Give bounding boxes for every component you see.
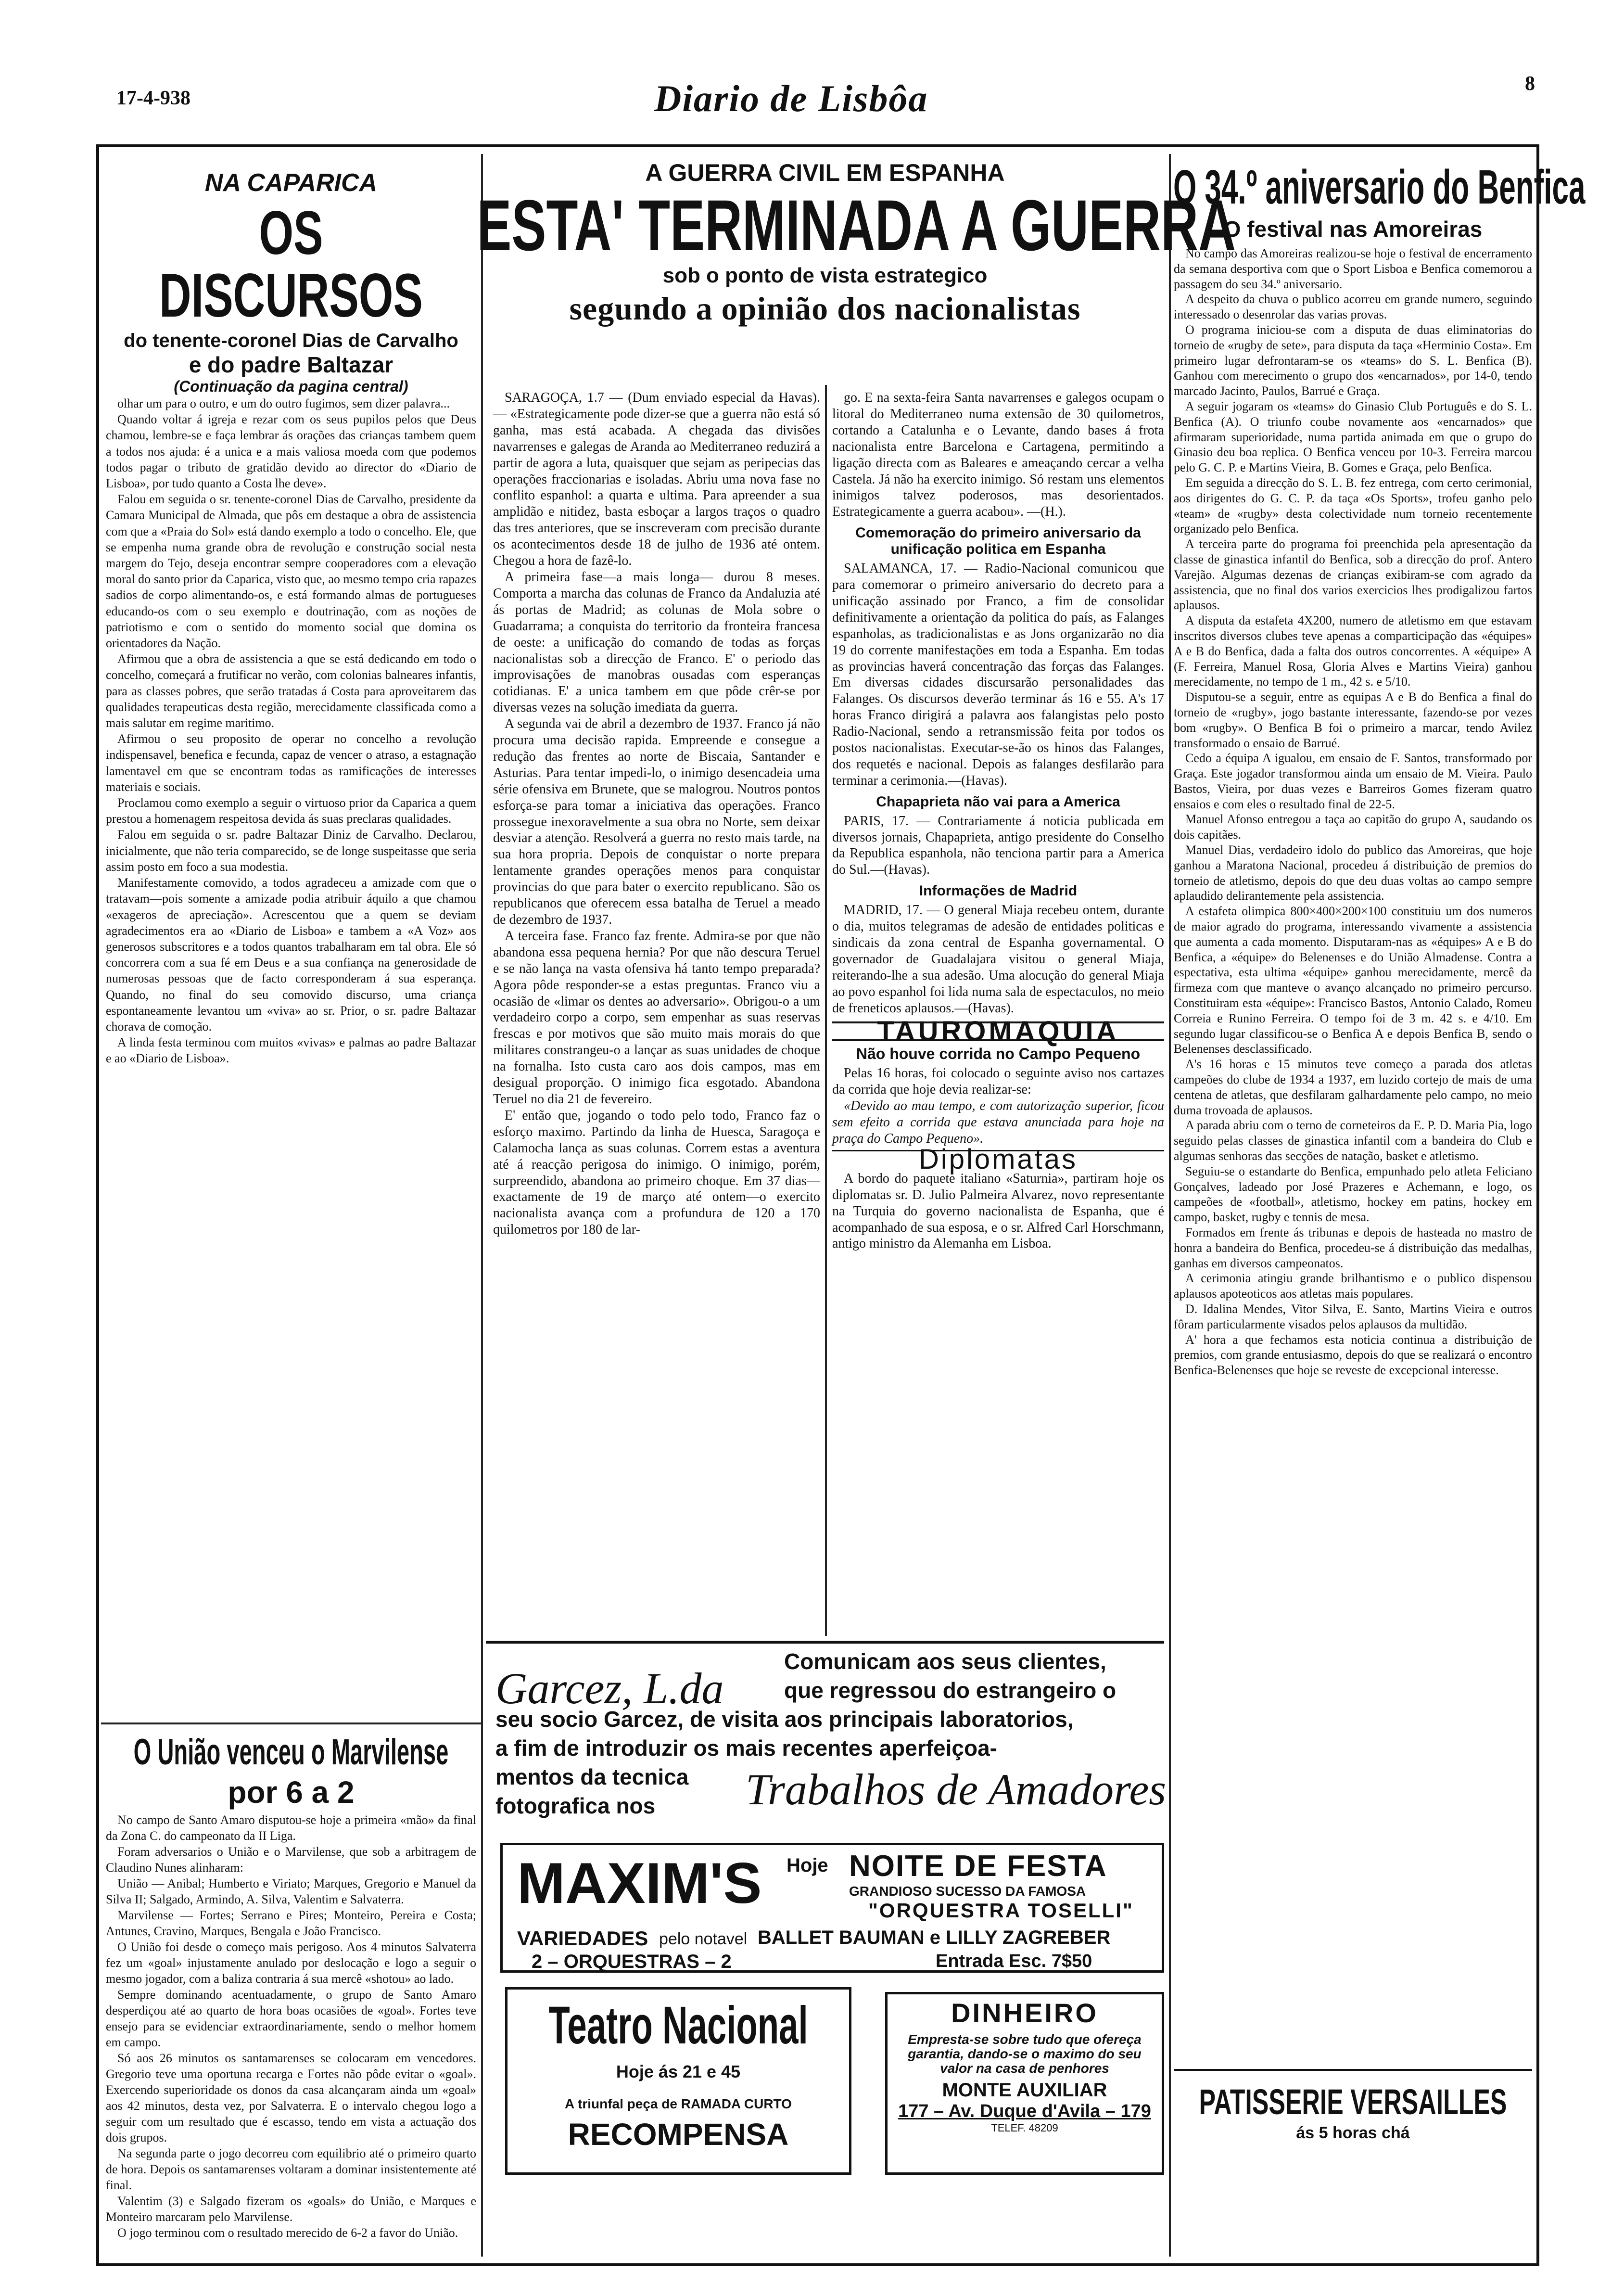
benfica-article <box>1173 160 1586 1378</box>
paragraph: A cerimonia atingiu grande brilhantismo e o publico dispensou aplausos apoteoticos aos atletas mais populares. <box>1174 1271 1532 1301</box>
paragraph: Manifestamente comovido, a todos agradeceu a amizade com que o tratavam—pois somente a amizade podia atribuir áquilo a que chamou «exageros de apreciação». Acrescentou que a quem se deviam agradecimentos era ao «Diario de Lisboa» e tambem a «A Voz» aos generosos subscritores e a todos quantos trabalharam em tal obra. Ele só concorrera com a sua fé em Deus e a sua confiança na generosidade de numerosas pessoas que de facto corresponderam á sua esperança. Quando, no final do seu comovido discurso, uma criança espontaneamente levantou um «viva» ao sr. Prior, o sr. padre Baltazar chorava de comoção. <box>106 876 476 1034</box>
garcez-script: Trabalhos de Amadores <box>746 1765 1167 1814</box>
dinheiro-phone: TELEF. 48209 <box>991 2122 1058 2134</box>
paragraph: O União foi desde o começo mais perigoso. Aos 4 minutos Salvaterra fez um «goal» injustamente anulado por deslocação e logo a seguir o mesmo jogador, com a baliza contraria á sua mercê «shotou» ao lado. <box>106 1940 476 1986</box>
chapaprieta-text: PARIS, 17. — Contrariamente á noticia publicada em diversos jornais, Chapaprieta, antigo presidente do Conselho da Republica espanhola, não tenciona partir para a America do Sul.—(Havas). <box>832 813 1164 878</box>
paragraph: Afirmou que a obra de assistencia a que se está dedicando em todo o concelho, começará a frutificar no verão, com colonias balneares infantis, para as classes pobres, que serão tratadas á Costa para aproveitarem das qualidades terapeuticas desta região, merecidamente classificada como a mais salutar em regime maritimo. <box>106 652 476 730</box>
maxims-name: MAXIM'S <box>517 1851 762 1915</box>
paragraph: Proclamou como exemplo a seguir o virtuoso prior da Caparica a quem prestou a homenagem respeitosa devida ás suas preclaras qualidades. <box>106 796 476 826</box>
uniao-body <box>106 1812 476 2241</box>
garcez-line-1: Comunicam aos seus clientes, <box>784 1649 1106 1674</box>
paragraph: Só aos 26 minutos os santamarenses se colocaram em vencedores. Gregorio teve uma oportuna recarga e Fortes não pôde evitar o «goal». Exercendo superioridade os donos da casa alcançaram ainda um «goal» aos 42 minutos, desta vez, por Salvaterra. E o intervalo chegou logo a seguir com um resultado que é escasso, tendo em vista a actuação dos dois grupos. <box>106 2051 476 2144</box>
paragraph: O programa iniciou-se com a disputa de duas eliminatorias do torneio de «rugby de sete», para disputa da taça «Herminio Costa». Em primeiro lugar defrontaram-se os «teams» do S. L. Benfica (B). Ganhou com merecimento o grupo dos «encarnados», por 14-0, tendo marcado Jacinto, Paulos, Barrué e Graça. <box>1174 322 1532 398</box>
paragraph: SARAGOÇA, 1.7 — (Dum enviado especial da Havas). — «Estrategicamente pode dizer-se que a guerra não está só ganha, mas está acabada. A chegada das divisões navarrenses e galegas de Aranda ao Mediterraneo reduzirá a partir de agora a luta, quaisquer que sejam as peripecias das operações fraccionarias e isoladas. Abriu uma nova fase no conflito espanhol: a quarta e ultima. Para apreender a sua amplidão e nitidez, basta esboçar a largos traços o quadro das tres anteriores, que se inscreveram com precisão durante os acontecimentos desde 18 de julho de 1936 até ontem. Chegou a hora de fazê-lo. <box>493 390 820 569</box>
garcez-brand: Garcez, L.da <box>495 1664 724 1713</box>
paragraph: O jogo terminou com o resultado merecido de 6-2 a favor do União. <box>117 2226 458 2240</box>
comemoracao-title: Comemoração do primeiro aniversario da unificação politica em Espanha <box>855 525 1141 558</box>
paragraph: A' hora a que fechamos esta noticia continua a distribuição de premios, com grande entusiasmo, depois do que se realizará o encontro Benfica-Belenenses que hoje se reveste de excepcional interesse. <box>1174 1332 1532 1378</box>
paragraph: A linda festa terminou com muitos «vivas» e palmas ao padre Baltazar e ao «Diario de Lisboa». <box>106 1035 476 1066</box>
caparica-headline: OS DISCURSOS <box>159 199 423 330</box>
guerra-subhead-2: segundo a opinião dos nacionalistas <box>569 290 1081 327</box>
dinheiro-address: 177 – Av. Duque d'Avila – 179 <box>898 2101 1151 2121</box>
chapaprieta-title: Chapaprieta não vai para a America <box>876 793 1120 810</box>
maxims-entrada: Entrada Esc. 7$50 <box>936 1951 1092 1971</box>
caparica-article <box>106 168 476 1067</box>
guerra-body-left <box>493 390 820 1238</box>
column-rule <box>481 154 483 2257</box>
paragraph: Falou em seguida o sr. padre Baltazar Diniz de Carvalho. Declarou, inicialmente, que não teria comparecido, se de longe suspeitasse que seria assim posto em foco a sua modestia. <box>106 828 476 874</box>
dinheiro-title: DINHEIRO <box>951 1998 1098 2028</box>
paragraph: Na segunda parte o jogo decorreu com equilibrio até o primeiro quarto de hora. Depois os santamarenses voltaram a dominar insistentemente até final. <box>106 2146 476 2192</box>
uniao-score: por 6 a 2 <box>228 1775 355 1810</box>
caparica-kicker: NA CAPARICA <box>204 169 378 197</box>
teatro-play: RECOMPENSA <box>568 2117 789 2152</box>
guerra-subhead-1: sob o ponto de vista estrategico <box>662 264 988 287</box>
paragraph: União — Anibal; Humberto e Viriato; Marques, Gregorio e Manuel da Silva II; Salgado, Armindo, A. Silva, Valentim e Salvaterra. <box>106 1876 476 1906</box>
diplomatas-title: Diplomatas <box>832 1150 1164 1168</box>
paragraph: Formados em frente ás tribunas e depois de hasteada no mastro de honra a bandeira do Benfica, procedeu-se á distribuição das medalhas, ganhas em diversos campeonatos. <box>1174 1225 1532 1270</box>
caparica-continuation: (Continuação da pagina central) <box>174 378 408 395</box>
paragraph: Disputou-se a seguir, entre as equipas A e B do Benfica a final do torneio de «rugby», jogo bastante interessante, fazendo-se por vezes bom «rugby». O Benfica B foi o primeiro a marcar, tendo Avilez transformado o ensaio de Barrué. <box>1174 690 1532 750</box>
tauromaquia-title: TAUROMAQUIA <box>877 1015 1119 1047</box>
paragraph: olhar um para o outro, e um do outro fugimos, sem dizer palavra... <box>117 396 450 410</box>
patisserie-name: PATISSERIE VERSAILLES <box>1199 2082 1507 2122</box>
paragraph: Foram adversarios o União e o Marvilense, que sob a arbitragem de Claudino Nunes alinharam: <box>106 1845 476 1875</box>
paragraph: A primeira fase—a mais longa— durou 8 meses. Comporta a marcha das colunas de Franco da Andaluzia até ás portas de Madrid; as colunas de Mola sobre o Guadarrama; a conquista do territorio da fronteira francesa de oeste: a unificação do comando de todas as forças nacionalistas sob a direcção de Franco. E' o periodo das improvisações de manobras ousadas com esperanças cotidianas. E' a unica tambem em que pôde crêr-se por diversas vezes na solução imediata da guerra. <box>493 569 820 715</box>
guerra-headline: ESTA' TERMINADA A GUERRA <box>477 185 1236 266</box>
benfica-subhead: O festival nas Amoreiras <box>1223 217 1483 242</box>
teatro-ad <box>505 1987 851 2175</box>
maxims-orquestras: 2 – ORQUESTRAS – 2 <box>532 1951 732 1972</box>
paragraph: A parada abriu com o terno de corneteiros da E. P. D. Maria Pia, logo seguido pelas classes de ginastica infantil com a bandeira do Club e algumas senhoras das secções de natação, basket e atletismo. <box>1174 1118 1532 1163</box>
teatro-time: Hoje ás 21 e 45 <box>616 2062 741 2081</box>
paragraph: Em seguida a direcção do S. L. B. fez entrega, com certo cerimonial, aos dirigentes do G. C. P. da taça «Os Sports», trofeu ganho pelo «team» de «rugby» desta colectividade num torneio recentemente organizado pelo Benfica. <box>1174 475 1532 536</box>
paragraph: A terceira fase. Franco faz frente. Admira-se por que não abandona essa pequena hernia? Por que não descura Teruel e se não lança na vasta ofensiva há tanto tempo preparada? Agora pôde responder-se a estas preguntas. Franco viu a ocasião de «limar os dentes ao adversario». Obrigou-o a um verdadeiro corpo a corpo, sem empenhar as suas reservas frescas e por motivos que são muito mais morais do que militares constrangeu-o a lançar as suas unidades de choque na fornalha. Isto custa caro aos dois campos, mas em desigual proporção. O inimigo fica esgotado. Abandona Teruel no dia 21 de fevereiro. <box>493 928 820 1107</box>
maxims-success: GRANDIOSO SUCESSO DA FAMOSA <box>849 1884 1086 1899</box>
maxims-ad <box>500 1843 1164 1973</box>
patisserie-ad <box>1174 2069 1532 2143</box>
dinheiro-text: Empresta-se sobre tudo que ofereça garantia, dando-se o maximo do seu valor na casa de penhores <box>908 2032 1142 2076</box>
paragraph: Sempre dominando acentuadamente, o grupo de Santo Amaro desperdiçou até ao quarto de hora boas ocasiões de «goal». Fortes teve ensejo para se evidenciar extraordinariamente, sendo o melhor homem em campo. <box>106 1988 476 2049</box>
dinheiro-firm: MONTE AUXILIAR <box>942 2080 1107 2101</box>
madrid-title: Informações de Madrid <box>919 883 1078 899</box>
garcez-line-5: mentos da tecnica <box>495 1764 689 1789</box>
paragraph: E' então que, jogando o todo pelo todo, Franco faz o esforço maximo. Partindo da linha de Huesca, Saragoça e Calamocha lança as suas colunas. Correm estas a aventura até á reacção perigosa do inimigo. O inimigo, porém, surpreendido, abandona ao primeiro choque. Em 37 dias—exactamente de 19 de março até ontem—o exercito nacionalista avança com a profundura de 120 a 170 quilometros por 180 de lar- <box>493 1108 820 1238</box>
caparica-subhead-1: do tenente-coronel Dias de Carvalho <box>124 330 458 351</box>
benfica-body <box>1174 246 1532 1378</box>
paragraph: Manuel Dias, verdadeiro idolo do publico das Amoreiras, que hoje ganhou a Maratona Nacional, procedeu á distribuição de premios do torneio de atletismo, depois do que deu duas voltas ao campo sempre aplaudido delirantemente pela assistencia. <box>1174 843 1532 903</box>
paragraph: Marvilense — Fortes; Serrano e Pires; Monteiro, Pereira e Costa; Antunes, Cravino, Marques, Bengala e João Francisco. <box>106 1908 476 1938</box>
paragraph: A's 16 horas e 15 minutos teve começo a parada dos atletas campeões do clube de 1934 a 1937, em luzido cortejo de mais de uma centena de atletas, que desfilaram galhardamente pelo campo, no meio duma trovoada de aplausos. <box>1174 1057 1532 1117</box>
maxims-hoje: Hoje <box>787 1855 828 1876</box>
tauromaquia-quote: «Devido ao mau tempo, e com autorização superior, ficou sem efeito a corrida que estava anunciada para hoje na praça do Campo Pequeno». <box>832 1098 1164 1146</box>
guerra-body-right <box>832 390 1164 1252</box>
maxims-event: NOITE DE FESTA <box>849 1850 1107 1883</box>
paragraph: A despeito da chuva o publico acorreu em grande numero, seguindo interessado o desenrolar das varias provas. <box>1174 292 1532 322</box>
paragraph: A disputa da estafeta 4X200, numero de atletismo em que estavam inscritos diversos clubes teve apenas a comparticipação das «équipes» A e B do Benfica, dada a falta dos outros concorrentes. A «équipe» A (F. Ferreira, Manuel Rosa, Gloria Alves e Martins Vieira) ganhou merecidamente, no tempo de 1 m., 42 s. e 5/10. <box>1174 613 1532 689</box>
paragraph: go. E na sexta-feira Santa navarrenses e galegos ocupam o litoral do Mediterraneo numa extensão de 30 quilometros, cortando a Catalunha e o Levante, dando bases á frota nacionalista entre Barcelona e Cartagena, permitindo a ligação directa com as Baleares e ameaçando cercar a velha Castela. Já não ha exercito inimigo. Só restam uns elementos inimigos talvez poderosos, mas desorientados. Estrategicamente a guerra acabou». —(H.). <box>832 390 1164 520</box>
garcez-line-3: seu socio Garcez, de visita aos principais laboratorios, <box>495 1707 1074 1732</box>
paragraph: D. Idalina Mendes, Vitor Silva, E. Santo, Martins Vieira e outros fôram particularmente visados pelos aplausos da multidão. <box>1174 1301 1532 1331</box>
paragraph: A segunda vai de abril a dezembro de 1937. Franco já não procura uma decisão rapida. Empreende e consegue a redução das frentes ao norte de Biscaia, Santander e Asturias. Para tentar impedi-lo, o inimigo desencadeia uma série ofensiva em Brunete, que se malogrou. Noutros pontos esforça-se para tomar a iniciativa das operações. Franco prossegue inexoravelmente a sua obra no Norte, sem deixar desviar a atenção. Resolverá a guerra no resto mais tarde, na sua hora propria. Depois de conquistar o norte prepara lentamente grandes operações menos para conquistar provincias do que para bater o exercito republicano. São os republicanos que oferecem essa batalha de Teruel a meado de dezembro de 1937. <box>493 716 820 927</box>
uniao-headline: O União venceu o Marvilense <box>133 1732 449 1773</box>
paragraph: A estafeta olimpica 800×400×200×100 constituiu um dos numeros de maior agrado do programa, interessando vivamente a assistencia que aumenta a cada momento. Disputaram-nas as «équipes» A e B do Benfica, a «équipe» do Belenenses e do União Almadense. Contra a espectativa, esta ultima «équipe» ganhou merecidamente, mercê da firmeza com que manteve o avanço alcançado no primeiro percurso. Constituiram esta «équipe»: Francisco Bastos, Antonio Calado, Romeu Correia e Runino Ferreira. O tempo foi de 3 m. 42 s. e 4/10. Em segundo lugar classificou-se o Benfica A e depois Benfica B, sendo o Belenenses desclassificado. <box>1174 904 1532 1056</box>
garcez-ad <box>486 1641 1167 1826</box>
paragraph: No campo das Amoreiras realizou-se hoje o festival de encerramento da semana desportiva com que o Sport Lisboa e Benfica comemorou a passagem do seu 34.º aniversario. <box>1174 246 1532 291</box>
tauromaquia-text: Pelas 16 horas, foi colocado o seguinte aviso nos cartazes da corrida que hoje devia realizar-se: <box>832 1066 1164 1097</box>
diplomatas-text: A bordo do paquete italiano «Saturnia», partiram hoje os diplomatas sr. D. Julio Palmeira Alvarez, novo representante na Turquia do governo nacionalista de Espanha, que é acompanhado de sua esposa, e o sr. Alfred Carl Horschmann, antigo ministro da Alemanha em Lisboa. <box>832 1171 1164 1251</box>
teatro-triunfal: A triunfal peça de RAMADA CURTO <box>565 2096 792 2111</box>
issue-date: 17-4-938 <box>116 87 190 109</box>
paragraph: Falou em seguida o sr. tenente-coronel Dias de Carvalho, presidente da Camara Municipal de Almada, que pôs em destaque a obra de assistencia com que a «Praia do Sol» está dando exemplo a todo o concelho. Ele, que se empenha numa grande obra de revolução e construção social nesta margem do Tejo, deseja encontrar sempre cooperadores com a elevação moral do santo prior da Caparica, visto que, ao mesmo tempo cria rapazes sadios de corpo alimentando-os, e está formando almas de portugueses educando-os com o seu exemplo e doutrinação, com as noções de patriotismo e com o sentido do momento social que domina os orientadores da Nação. <box>106 492 476 651</box>
paragraph: Cedo a équipa A igualou, em ensaio de F. Santos, transformado por Graça. Este jogador transformou ainda um ensaio de M. Vieira. Paulo Bastos, Vieira, por duas vezes e Barreiros Gomes fizeram quatro ensaios e com eles o resultado final de 22-5. <box>1174 751 1532 811</box>
guerra-kicker: A GUERRA CIVIL EM ESPANHA <box>645 159 1005 186</box>
paragraph: Afirmou o seu proposito de operar no concelho a revolução indispensavel, benefica e fecunda, capaz de vencer o atraso, a estagnação lamentavel em que se encontram todas as ramificações de interesses materiais e sociais. <box>106 732 476 794</box>
paragraph: Manuel Afonso entregou a taça ao capitão do grupo A, saudando os dois capitães. <box>1174 812 1532 842</box>
paragraph: No campo de Santo Amaro disputou-se hoje a primeira «mão» da final da Zona C. do campeonato da II Liga. <box>106 1813 476 1843</box>
column-rule <box>825 385 827 1636</box>
maxims-orchestra: "ORQUESTRA TOSELLI" <box>868 1899 1134 1922</box>
paragraph: A seguir jogaram os «teams» do Ginasio Club Português e do S. L. Benfica (A). O triunfo coube novamente aos «encarnados» que afirmaram superioridade, numa partida animada em que o grupo do Ginasio deu boa replica. O Benfica venceu por 10-3. Ferreira marcou pelo G. C. P. e Martins Vieira, B. Gomes e Graça, pelo Benfica. <box>1174 399 1532 475</box>
tauromaquia-box <box>832 1015 1164 1047</box>
caparica-subhead-2: e do padre Baltazar <box>189 352 393 377</box>
garcez-line-6: fotografica nos <box>495 1793 656 1818</box>
teatro-name: Teatro Nacional <box>548 1996 808 2055</box>
paragraph: Valentim (3) e Salgado fizeram os «goals» do União, e Marques e Monteiro marcaram pelo Marvilense. <box>106 2194 476 2224</box>
garcez-line-4: a fim de introduzir os mais recentes aperfeiçoa- <box>495 1735 997 1761</box>
guerra-header <box>477 159 1236 328</box>
maxims-ballet: BALLET BAUMAN e LILLY ZAGREBER <box>758 1927 1111 1948</box>
maxims-variedades: VARIEDADES <box>517 1927 648 1950</box>
page-number: 8 <box>1525 73 1535 95</box>
newspaper-title: Diario de Lisbôa <box>654 77 928 119</box>
madrid-text: MADRID, 17. — O general Miaja recebeu ontem, durante o dia, muitos telegramas de adesão de entidades politicas e sindicais da zona central de Espanha governamental. O governador de Guadalajara visitou o general Miaja, reiterando-lhe a sua adesão. Uma alocução do general Miaja ao povo espanhol foi lida numa sala de espectaculos, no meio de freneticos aplausos.—(Havas). <box>832 903 1164 1016</box>
dinheiro-ad <box>885 1992 1164 2175</box>
comemoracao-text: SALAMANCA, 17. — Radio-Nacional comunicou que para comemorar o primeiro aniversario do decreto para a unificação assinado por Franco, a fim de consolidar definitivamente a orientação da politica do país, as Falanges espanholas, as tradicionalistas e as Jons organizarão no dia 19 do corrente manifestações em toda a Espanha. Em todas as provincias haverá concentração das forças das Falanges. Em diversas cidades discursarão personalidades das Falanges. Os discursos deverão terminar ás 16 e 55. A's 17 horas Franco dirigirá a palavra aos falangistas pelo posto Radio-Nacional, sendo a retransmissão feita por todos os postos nacionalistas. Executar-se-ão os hinos das Falanges, dos requetés e nacional. Depois as falanges desfilarão para terminar a cerimonia.—(Havas). <box>832 561 1164 788</box>
uniao-article <box>106 1732 476 2241</box>
caparica-body <box>106 396 476 1067</box>
benfica-headline: O 34.º aniversario do Benfica <box>1173 160 1586 214</box>
tauromaquia-subtitle: Não houve corrida no Campo Pequeno <box>856 1045 1141 1063</box>
garcez-line-2: que regressou do estrangeiro o <box>784 1678 1116 1703</box>
section-rule <box>101 1723 481 1724</box>
maxims-pelo: pelo notavel <box>659 1930 748 1948</box>
paragraph: A terceira parte do programa foi preenchida pela apresentação da classe de ginastica infantil do Benfica, sob a direcção do prof. Antero Varejão. Algumas dezenas de crianças exibiram-se com agrado da assistencia, que no final dos varios exercicios lhes prodigalizou fartos aplausos. <box>1174 537 1532 612</box>
column-rule <box>1169 154 1171 2257</box>
paragraph: Seguiu-se o estandarte do Benfica, empunhado pelo atleta Feliciano Gonçalves, ladeado por José Prazeres e Achemann, e logo, os campeões de «football», atletismo, hockey em patins, hockey em campo, basket, rugby e tennis de mesa. <box>1174 1164 1532 1225</box>
patisserie-time: ás 5 horas chá <box>1296 2124 1410 2142</box>
paragraph: Quando voltar á igreja e rezar com os seus pupilos pelos que Deus chamou, lembre-se e faça lembrar ás orações das crianças tambem quem a todos nos ajuda: é a unica e a mais valiosa moeda com que podemos todos pagar o tributo de gratidão devido ao director do «Diario de Lisboa», por tudo quanto a Costa lhe deve». <box>106 412 476 491</box>
